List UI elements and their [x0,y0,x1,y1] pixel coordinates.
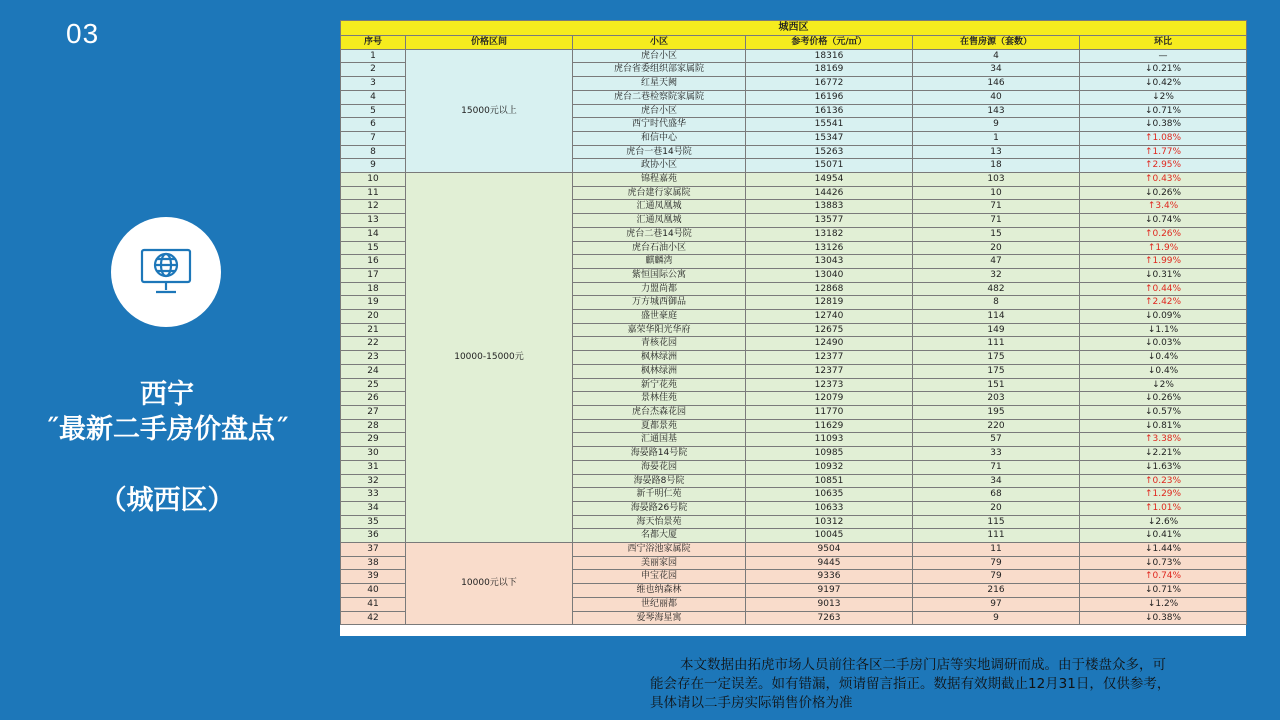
reference-price: 13883 [746,200,913,214]
reference-price: 15071 [746,159,913,173]
listings-count: 8 [913,296,1080,310]
community-name: 海晏路26号院 [573,501,746,515]
listings-count: 40 [913,90,1080,104]
table-row [341,173,1247,187]
row-index: 38 [341,556,406,570]
table-title: 城西区 [341,21,1247,36]
row-index: 16 [341,255,406,269]
listings-count: 15 [913,227,1080,241]
community-name: 景林佳苑 [573,392,746,406]
footnote-line-3: 具体请以二手房实际销售价格为准 [650,695,853,711]
listings-count: 114 [913,310,1080,324]
listings-count: 9 [913,611,1080,625]
reference-price: 10633 [746,501,913,515]
reference-price: 10851 [746,474,913,488]
reference-price: 13126 [746,241,913,255]
row-index: 24 [341,364,406,378]
row-index: 13 [341,214,406,228]
reference-price: 14426 [746,186,913,200]
title-city: 西宁 [140,379,194,410]
listings-count: 71 [913,200,1080,214]
row-index: 19 [341,296,406,310]
reference-price: 18169 [746,63,913,77]
table-row [341,543,1247,557]
listings-count: 4 [913,49,1080,63]
listings-count: 13 [913,145,1080,159]
community-name: 力盟尚都 [573,282,746,296]
community-name: 虎台建行家属院 [573,186,746,200]
listings-count: 482 [913,282,1080,296]
listings-count: 10 [913,186,1080,200]
community-name: 麒麟湾 [573,255,746,269]
row-index: 42 [341,611,406,625]
reference-price: 9336 [746,570,913,584]
listings-count: 68 [913,488,1080,502]
mom-change: ↓2.6% [1080,515,1247,529]
reference-price: 18316 [746,49,913,63]
community-name: 虎台小区 [573,49,746,63]
listings-count: 34 [913,63,1080,77]
reference-price: 15263 [746,145,913,159]
reference-price: 10312 [746,515,913,529]
reference-price: 12377 [746,364,913,378]
community-name: 西宁浴池家属院 [573,543,746,557]
community-name: 虎台一巷14号院 [573,145,746,159]
reference-price: 7263 [746,611,913,625]
mom-change: ↓0.73% [1080,556,1247,570]
title-block [0,378,334,518]
listings-count: 20 [913,241,1080,255]
mom-change: ↓0.26% [1080,186,1247,200]
listings-count: 11 [913,543,1080,557]
row-index: 9 [341,159,406,173]
page-number: 03 [66,18,100,49]
listings-count: 216 [913,584,1080,598]
reference-price: 9013 [746,597,913,611]
row-index: 40 [341,584,406,598]
mom-change: ↑1.01% [1080,501,1247,515]
row-index: 39 [341,570,406,584]
community-name: 紫恒国际公寓 [573,268,746,282]
community-name: 新宁花苑 [573,378,746,392]
listings-count: 79 [913,570,1080,584]
row-index: 25 [341,378,406,392]
footnote [650,656,1260,713]
reference-price: 12490 [746,337,913,351]
row-index: 41 [341,597,406,611]
community-name: 新千明仁苑 [573,488,746,502]
reference-price: 12675 [746,323,913,337]
title-area: （城西区） [99,485,235,516]
column-header: 环比 [1080,36,1247,50]
community-name: 汇通凤凰城 [573,214,746,228]
mom-change: ↓1.1% [1080,323,1247,337]
community-name: 名都大厦 [573,529,746,543]
mom-change: ↑1.77% [1080,145,1247,159]
mom-change: ↓0.4% [1080,364,1247,378]
mom-change: ↓1.63% [1080,460,1247,474]
listings-count: 203 [913,392,1080,406]
community-name: 夏都景苑 [573,419,746,433]
price-range-cell: 10000-15000元 [406,173,573,543]
listings-count: 195 [913,405,1080,419]
mom-change: ↑3.4% [1080,200,1247,214]
price-range-cell: 10000元以下 [406,543,573,625]
reference-price: 12819 [746,296,913,310]
row-index: 36 [341,529,406,543]
price-range-cell: 15000元以上 [406,49,573,172]
mom-change: ↓0.57% [1080,405,1247,419]
reference-price: 16136 [746,104,913,118]
reference-price: 10045 [746,529,913,543]
reference-price: 9504 [746,543,913,557]
row-index: 22 [341,337,406,351]
reference-price: 12868 [746,282,913,296]
reference-price: 9445 [746,556,913,570]
row-index: 7 [341,131,406,145]
mom-change: ↑0.23% [1080,474,1247,488]
reference-price: 11770 [746,405,913,419]
listings-count: 47 [913,255,1080,269]
mom-change: ↑3.38% [1080,433,1247,447]
column-header: 序号 [341,36,406,50]
listings-count: 1 [913,131,1080,145]
reference-price: 10985 [746,447,913,461]
community-name: 青核花园 [573,337,746,351]
column-header: 价格区间 [406,36,573,50]
community-name: 盛世豪庭 [573,310,746,324]
reference-price: 12740 [746,310,913,324]
reference-price: 10635 [746,488,913,502]
table-row [341,49,1247,63]
mom-change: ↓0.42% [1080,77,1247,91]
reference-price: 15347 [746,131,913,145]
listings-count: 103 [913,173,1080,187]
reference-price: 9197 [746,584,913,598]
listings-count: 71 [913,460,1080,474]
community-name: 爱琴海星寓 [573,611,746,625]
mom-change: ↓0.71% [1080,584,1247,598]
listings-count: 143 [913,104,1080,118]
listings-count: 220 [913,419,1080,433]
footnote-line-2: 能会存在一定误差。如有错漏，烦请留言指正。数据有效期截止12月31日，仅供参考， [650,676,1171,692]
mom-change: ↓0.41% [1080,529,1247,543]
row-index: 31 [341,460,406,474]
mom-change: ↓0.4% [1080,351,1247,365]
reference-price: 11093 [746,433,913,447]
community-name: 海晏花园 [573,460,746,474]
listings-count: 111 [913,337,1080,351]
listings-count: 33 [913,447,1080,461]
row-index: 6 [341,118,406,132]
row-index: 17 [341,268,406,282]
price-table-container [340,20,1246,636]
community-name: 嘉荣华阳光华府 [573,323,746,337]
community-name: 虎台二巷14号院 [573,227,746,241]
community-name: 海天怡景苑 [573,515,746,529]
reference-price: 12373 [746,378,913,392]
listings-count: 18 [913,159,1080,173]
listings-count: 146 [913,77,1080,91]
row-index: 34 [341,501,406,515]
mom-change: ↑0.43% [1080,173,1247,187]
row-index: 20 [341,310,406,324]
community-name: 海晏路14号院 [573,447,746,461]
price-table [340,20,1247,625]
mom-change: ↓2.21% [1080,447,1247,461]
community-name: 申宝花园 [573,570,746,584]
globe-monitor-icon [111,217,221,327]
community-name: 枫林绿洲 [573,351,746,365]
community-name: 汇通凤凰城 [573,200,746,214]
mom-change: ↑0.26% [1080,227,1247,241]
mom-change: ↓0.81% [1080,419,1247,433]
community-name: 虎台杰森花园 [573,405,746,419]
column-header: 小区 [573,36,746,50]
row-index: 32 [341,474,406,488]
community-name: 世纪丽都 [573,597,746,611]
reference-price: 14954 [746,173,913,187]
footnote-line-1: 本文数据由拓虎市场人员前往各区二手房门店等实地调研而成。由于楼盘众多，可 [680,657,1166,673]
row-index: 11 [341,186,406,200]
community-name: 万方城西御品 [573,296,746,310]
reference-price: 13043 [746,255,913,269]
mom-change: ↑0.74% [1080,570,1247,584]
row-index: 14 [341,227,406,241]
listings-count: 175 [913,351,1080,365]
row-index: 5 [341,104,406,118]
mom-change: ↑1.29% [1080,488,1247,502]
mom-change: ↓2% [1080,90,1247,104]
mom-change: ↓0.21% [1080,63,1247,77]
community-name: 美丽家园 [573,556,746,570]
mom-change: ↓0.31% [1080,268,1247,282]
listings-count: 32 [913,268,1080,282]
row-index: 23 [341,351,406,365]
mom-change: ↑2.42% [1080,296,1247,310]
mom-change: ↑1.99% [1080,255,1247,269]
community-name: 和信中心 [573,131,746,145]
row-index: 35 [341,515,406,529]
community-name: 红星天阙 [573,77,746,91]
listings-count: 115 [913,515,1080,529]
listings-count: 97 [913,597,1080,611]
row-index: 1 [341,49,406,63]
community-name: 汇通国基 [573,433,746,447]
listings-count: 111 [913,529,1080,543]
listings-count: 71 [913,214,1080,228]
listings-count: 57 [913,433,1080,447]
row-index: 15 [341,241,406,255]
listings-count: 151 [913,378,1080,392]
row-index: 27 [341,405,406,419]
reference-price: 11629 [746,419,913,433]
column-header: 在售房源（套数） [913,36,1080,50]
mom-change: ↑0.44% [1080,282,1247,296]
row-index: 2 [341,63,406,77]
listings-count: 9 [913,118,1080,132]
row-index: 33 [341,488,406,502]
row-index: 26 [341,392,406,406]
mom-change: ↓0.74% [1080,214,1247,228]
mom-change: ↑1.08% [1080,131,1247,145]
community-name: 海晏路8号院 [573,474,746,488]
mom-change: ↓1.2% [1080,597,1247,611]
community-name: 虎台小区 [573,104,746,118]
reference-price: 16772 [746,77,913,91]
row-index: 10 [341,173,406,187]
mom-change: ↑1.9% [1080,241,1247,255]
mom-change: ↓2% [1080,378,1247,392]
community-name: 政协小区 [573,159,746,173]
community-name: 虎台石油小区 [573,241,746,255]
reference-price: 16196 [746,90,913,104]
row-index: 37 [341,543,406,557]
listings-count: 149 [913,323,1080,337]
row-index: 3 [341,77,406,91]
listings-count: 34 [913,474,1080,488]
listings-count: 175 [913,364,1080,378]
mom-change: ↓0.38% [1080,118,1247,132]
reference-price: 13040 [746,268,913,282]
mom-change: ↓0.09% [1080,310,1247,324]
mom-change: ↓0.71% [1080,104,1247,118]
table-body [341,49,1247,625]
listings-count: 79 [913,556,1080,570]
mom-change: ↓1.44% [1080,543,1247,557]
table-header-row [341,36,1247,50]
community-name: 锦程嘉苑 [573,173,746,187]
row-index: 12 [341,200,406,214]
community-name: 维也纳森林 [573,584,746,598]
reference-price: 12377 [746,351,913,365]
community-name: 枫林绿洲 [573,364,746,378]
mom-change: ↑2.95% [1080,159,1247,173]
listings-count: 20 [913,501,1080,515]
reference-price: 10932 [746,460,913,474]
row-index: 8 [341,145,406,159]
reference-price: 13182 [746,227,913,241]
community-name: 虎台省委组织部家属院 [573,63,746,77]
row-index: 21 [341,323,406,337]
title-subtitle: ˝最新二手房价盘点˝ [45,414,289,445]
mom-change: — [1080,49,1247,63]
mom-change: ↓0.03% [1080,337,1247,351]
reference-price: 12079 [746,392,913,406]
community-name: 虎台二巷检察院家属院 [573,90,746,104]
reference-price: 13577 [746,214,913,228]
community-name: 西宁时代盛华 [573,118,746,132]
column-header: 参考价格（元/㎡） [746,36,913,50]
row-index: 29 [341,433,406,447]
mom-change: ↓0.38% [1080,611,1247,625]
reference-price: 15541 [746,118,913,132]
row-index: 18 [341,282,406,296]
row-index: 28 [341,419,406,433]
mom-change: ↓0.26% [1080,392,1247,406]
row-index: 4 [341,90,406,104]
row-index: 30 [341,447,406,461]
